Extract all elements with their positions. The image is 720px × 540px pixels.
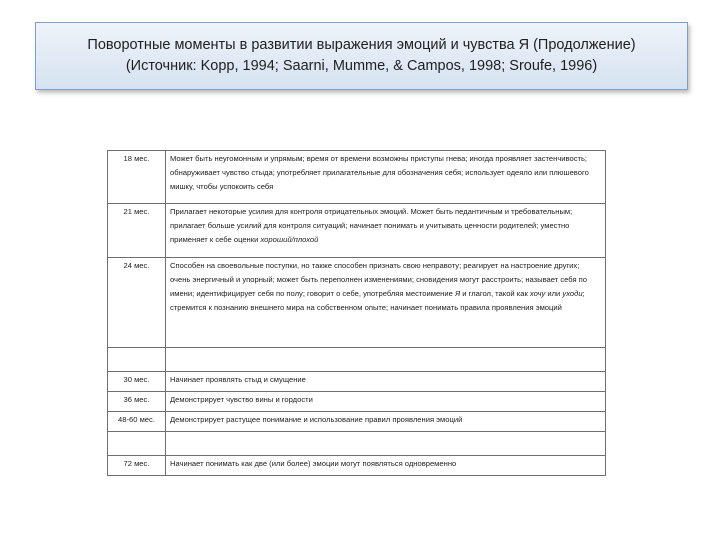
table-row: [108, 372, 606, 392]
slide-source-citation: (Источник: Kopp, 1994; Saarni, Mumme, & Campos, 1998; Sroufe, 1996): [125, 58, 598, 74]
empty-cell: [166, 432, 606, 456]
age-cell: 30 мес.: [108, 372, 166, 392]
table-row: [108, 204, 606, 258]
table-row: [108, 412, 606, 432]
table-row: [108, 151, 606, 204]
table-spacer-row: [108, 432, 606, 456]
description-text: ; стремится к познанию внешнего мира на собственном опыте; начинает понимать правила проявления эмоций: [170, 289, 585, 312]
description-cell: Демонстрирует растущее понимание и использование правил проявления эмоций: [166, 412, 606, 432]
description-text: и глагол, такой как: [460, 289, 530, 298]
description-italic: хороший/плохой: [260, 235, 319, 244]
description-cell: Может быть неугомонным и упрямым; время от времени возможны приступы гнева; иногда проявляет застенчивость; обнаруживает чувство стыда; употребляет прилагательные для обозначения себя; использует одеяло или плюшевого мишку, чтобы успокоить себя: [166, 151, 606, 204]
age-cell: 48-60 мес.: [108, 412, 166, 432]
empty-cell: [108, 432, 166, 456]
description-cell: [166, 204, 606, 258]
age-cell: 18 мес.: [108, 151, 166, 204]
description-cell: Начинает понимать как две (или более) эмоции могут появляться одновременно: [166, 456, 606, 476]
table-spacer-row: [108, 348, 606, 372]
age-cell: 21 мес.: [108, 204, 166, 258]
description-cell: Демонстрирует чувство вины и гордости: [166, 392, 606, 412]
description-italic: хочу: [529, 289, 546, 298]
age-cell: 24 мес.: [108, 258, 166, 348]
table-row: [108, 392, 606, 412]
emotion-milestones-table: [107, 150, 606, 476]
table-row: [108, 258, 606, 348]
description-italic: Я: [454, 289, 461, 298]
description-text: или: [545, 289, 563, 298]
description-text: Способен на своевольные поступки, но также способен признать свою неправоту; реагирует на настроение других; очень энергичный и упорный; может быть переполнен изменениями; сновидения могут расстроить; называет себя по имени; идентифицирует себя по полу; говорит о себе, употребляя местоимение: [170, 261, 588, 298]
age-cell: 36 мес.: [108, 392, 166, 412]
slide-title: Поворотные моменты в развитии выражения эмоций и чувства Я (Продолжение): [87, 37, 636, 53]
table-row: [108, 456, 606, 476]
slide-title-box: [35, 22, 688, 90]
description-italic: уходи: [562, 289, 583, 298]
description-text: Прилагает некоторые усилия для контроля отрицательных эмоций. Может быть педантичным и требовательным; прилагает больше усилий для контроля ситуаций; начинает понимать и учитывать ценности родителей; уместно применяет к себе оценки: [170, 207, 573, 244]
description-cell: Начинает проявлять стыд и смущение: [166, 372, 606, 392]
empty-cell: [166, 348, 606, 372]
empty-cell: [108, 348, 166, 372]
description-cell: [166, 258, 606, 348]
age-cell: 72 мес.: [108, 456, 166, 476]
